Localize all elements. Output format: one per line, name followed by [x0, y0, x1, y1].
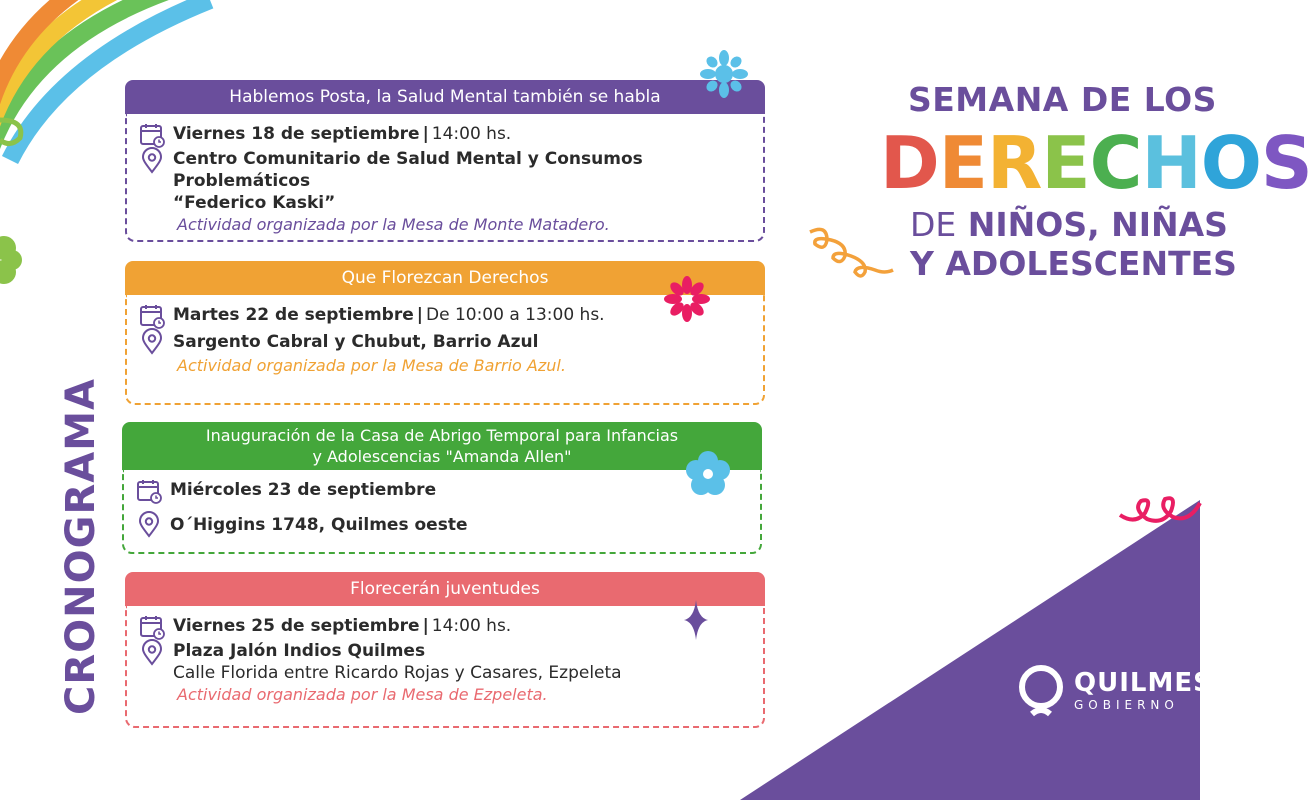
heading-letter: C	[1089, 121, 1142, 205]
green-curl-decoration	[0, 110, 30, 150]
location-pin-icon	[139, 640, 165, 666]
event-organizer: Actividad organizada por la Mesa de Ezpeleta.	[177, 685, 548, 704]
event-title: Hablemos Posta, la Salud Mental también se habla	[125, 80, 765, 114]
event-organizer: Actividad organizada por la Mesa de Monte Matadero.	[177, 215, 610, 234]
event-time: 14:00 hs.	[431, 616, 512, 636]
event-place-line: “Federico Kaski”	[173, 193, 336, 213]
logo-name: QUILMES	[1074, 668, 1213, 698]
event-place-line: O´Higgins 1748, Quilmes oeste	[170, 515, 468, 535]
heading-line-3-rest: NIÑOS, NIÑAS	[967, 205, 1228, 244]
event-day: Viernes 18 de septiembre	[173, 124, 420, 144]
pink-flower-decoration	[664, 276, 710, 322]
heading-letter: O	[1200, 121, 1261, 205]
event-card-3	[122, 422, 762, 554]
calendar-icon	[136, 478, 162, 504]
event-card-2: Que Florezcan Derechos Martes 22 de septiembre | De 10:00 a 13:00 hs. Sargento Cabral y Chubut, Barrio Azul Actividad organizada por la Mesa de Barrio Azul.	[125, 261, 765, 405]
heading-letter: H	[1141, 121, 1201, 205]
event-title: Que Florezcan Derechos	[125, 261, 765, 295]
event-place-line: Centro Comunitario de Salud Mental y Consumos Problemáticos	[173, 149, 643, 191]
event-time: 14:00 hs.	[431, 124, 512, 144]
heading-line-3-prefix: DE	[910, 205, 957, 244]
location-pin-icon	[139, 148, 165, 174]
location-pin-icon	[136, 512, 162, 538]
event-place-line: Sargento Cabral y Chubut, Barrio Azul	[173, 332, 539, 352]
event-day: Martes 22 de septiembre	[173, 305, 414, 325]
event-title-line: Inauguración de la Casa de Abrigo Temporal para Infancias	[205, 426, 679, 445]
cronograma-title: CRONOGRAMA	[58, 378, 104, 715]
calendar-icon	[139, 303, 165, 329]
heading-line-3	[880, 205, 1228, 245]
blue-splash-decoration	[700, 50, 748, 98]
event-card-4: Florecerán juventudes Viernes 25 de septiembre | 14:00 hs. Plaza Jalón Indios Quilmes Calle Florida entre Ricardo Rojas y Casares, Ezpeleta Actividad organizada por la Mesa de Ezpeleta.	[125, 572, 765, 728]
event-place-extra: Calle Florida entre Ricardo Rojas y Casares, Ezpeleta	[173, 663, 622, 683]
event-card-1: Hablemos Posta, la Salud Mental también se habla Viernes 18 de septiembre | 14:00 hs. Centro Comunitario de Salud Mental y Consumos Problemáticos “Federico Kaski” Actividad organizada por la Mesa de Monte Matadero.	[125, 80, 765, 242]
logo-subtitle: GOBIERNO	[1074, 698, 1179, 712]
event-title: Florecerán juventudes	[125, 572, 765, 606]
event-place-line: Plaza Jalón Indios Quilmes	[173, 641, 426, 661]
calendar-icon	[139, 614, 165, 640]
heading-letter: E	[938, 121, 987, 205]
event-title	[122, 422, 762, 470]
heading-letter: E	[1041, 121, 1090, 205]
heading-line-4: Y ADOLESCENTES	[910, 244, 1237, 283]
heading-line-1: SEMANA DE LOS	[908, 80, 1217, 119]
heading-letter: S	[1260, 121, 1312, 205]
quilmes-logo	[1016, 662, 1213, 720]
heading-letter: D	[880, 121, 939, 205]
heading-letter: R	[986, 121, 1042, 205]
event-day: Viernes 25 de septiembre	[173, 616, 420, 636]
event-organizer: Actividad organizada por la Mesa de Barrio Azul.	[177, 356, 566, 375]
event-day: Miércoles 23 de septiembre	[170, 480, 437, 500]
event-time: De 10:00 a 13:00 hs.	[425, 305, 605, 325]
blue-flower-decoration	[684, 450, 732, 498]
calendar-icon	[139, 122, 165, 148]
green-flower-decoration	[0, 230, 26, 290]
pink-curl-decoration	[1115, 475, 1200, 535]
heading-derechos	[880, 121, 1312, 205]
location-pin-icon	[139, 329, 165, 355]
event-week-heading	[880, 80, 1312, 283]
event-title-line: y Adolescencias "Amanda Allen"	[312, 447, 572, 466]
quilmes-q-icon	[1016, 662, 1066, 720]
sparkle-decoration	[684, 600, 708, 640]
